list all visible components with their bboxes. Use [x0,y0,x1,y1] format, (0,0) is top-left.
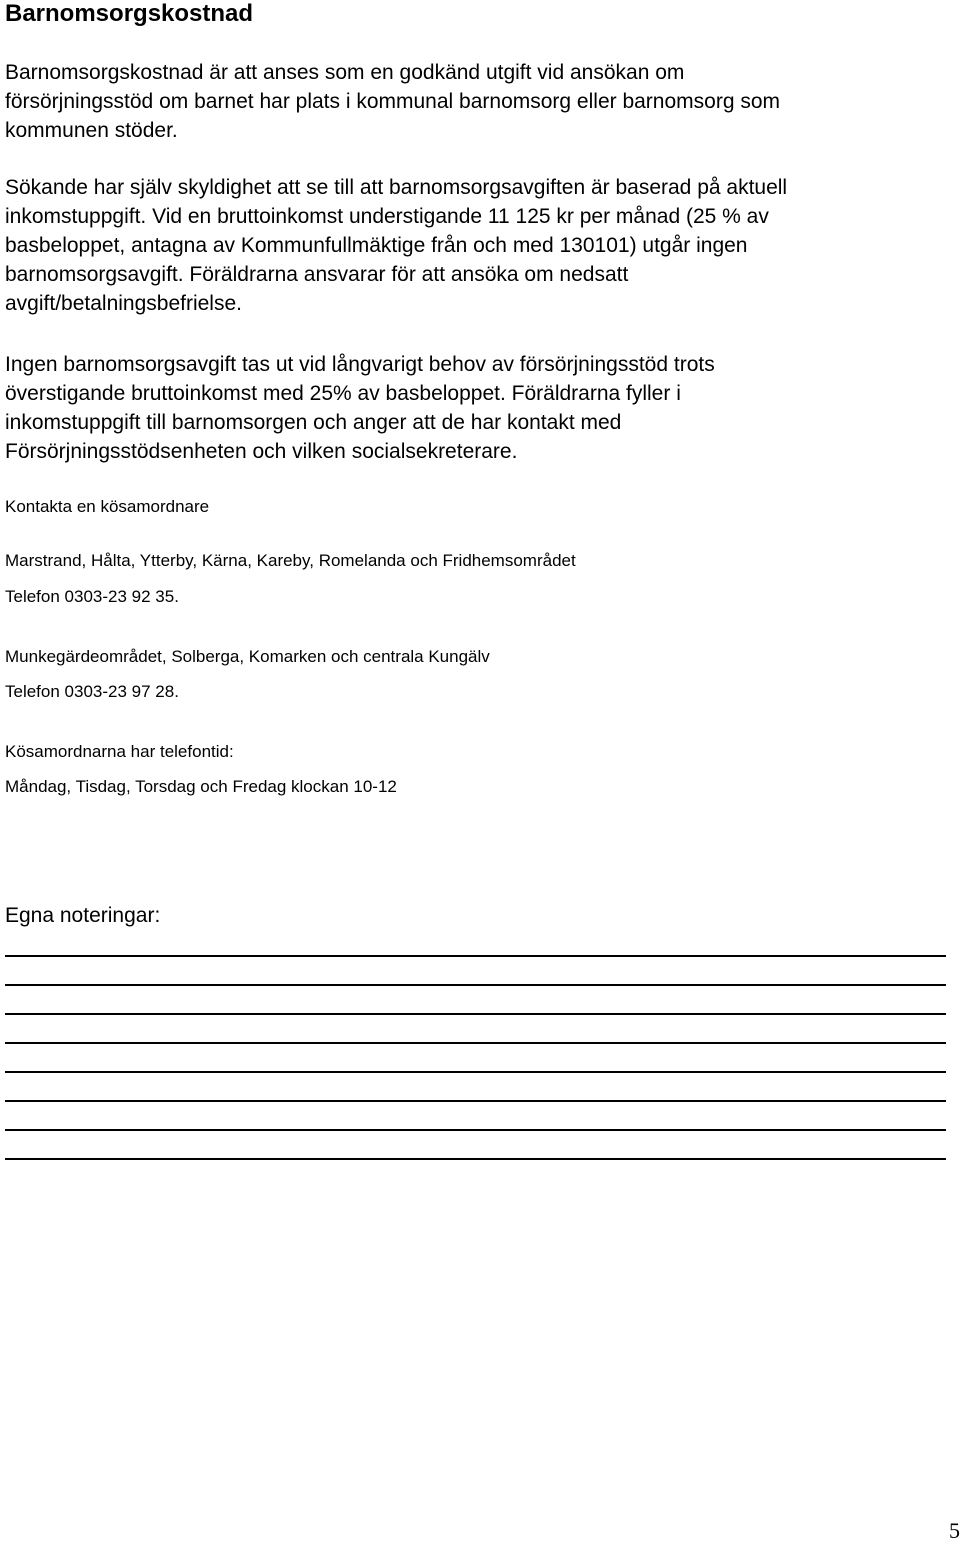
note-line [5,984,946,986]
paragraph-line: Barnomsorgskostnad är att anses som en godkänd utgift vid ansökan om [5,61,685,84]
paragraph-line: barnomsorgsavgift. Föräldrarna ansvarar för att ansöka om nedsatt [5,263,629,286]
note-line [5,1158,946,1160]
note-line [5,1042,946,1044]
phone-hours-value: Måndag, Tisdag, Torsdag och Fredag klockan 10-12 [5,777,397,796]
paragraph-line: inkomstuppgift. Vid en bruttoinkomst understigande 11 125 kr per månad (25 % av [5,205,769,228]
paragraph-line: Försörjningsstödsenheten och vilken socialsekreterare. [5,440,518,463]
note-line [5,1013,946,1015]
notes-title: Egna noteringar: [5,904,161,927]
note-line [5,1129,946,1131]
page-number: 5 [949,1518,960,1543]
contact-area-phone: Telefon 0303-23 92 35. [5,587,179,606]
contact-area-name: Marstrand, Hålta, Ytterby, Kärna, Kareby, Romelanda och Fridhemsområdet [5,551,576,570]
paragraph-intro [5,58,955,145]
contact-area-name: Munkegärdeområdet, Solberga, Komarken och centrala Kungälv [5,647,490,666]
paragraph-line: överstigande bruttoinkomst med 25% av basbeloppet. Föräldrarna fyller i [5,382,681,405]
note-line [5,955,946,957]
contact-area-phone: Telefon 0303-23 97 28. [5,682,179,701]
phone-hours-label: Kösamordnarna har telefontid: [5,742,234,761]
paragraph-line: inkomstuppgift till barnomsorgen och anger att de har kontakt med [5,411,622,434]
note-line [5,1071,946,1073]
paragraph-line: kommunen stöder. [5,119,178,142]
note-line [5,1100,946,1102]
paragraph-line: Ingen barnomsorgsavgift tas ut vid långvarigt behov av försörjningsstöd trots [5,353,715,376]
paragraph-line: försörjningsstöd om barnet har plats i kommunal barnomsorg eller barnomsorg som [5,90,781,113]
paragraph-line: basbeloppet, antagna av Kommunfullmäktige från och med 130101) utgår ingen [5,234,748,257]
paragraph-fee-basis [5,173,955,318]
page-title: Barnomsorgskostnad [5,0,254,27]
paragraph-line: Sökande har själv skyldighet att se till att barnomsorgsavgiften är baserad på aktuell [5,176,788,199]
contact-intro: Kontakta en kösamordnare [5,497,210,516]
paragraph-long-term-support [5,350,955,466]
paragraph-line: avgift/betalningsbefrielse. [5,292,242,315]
